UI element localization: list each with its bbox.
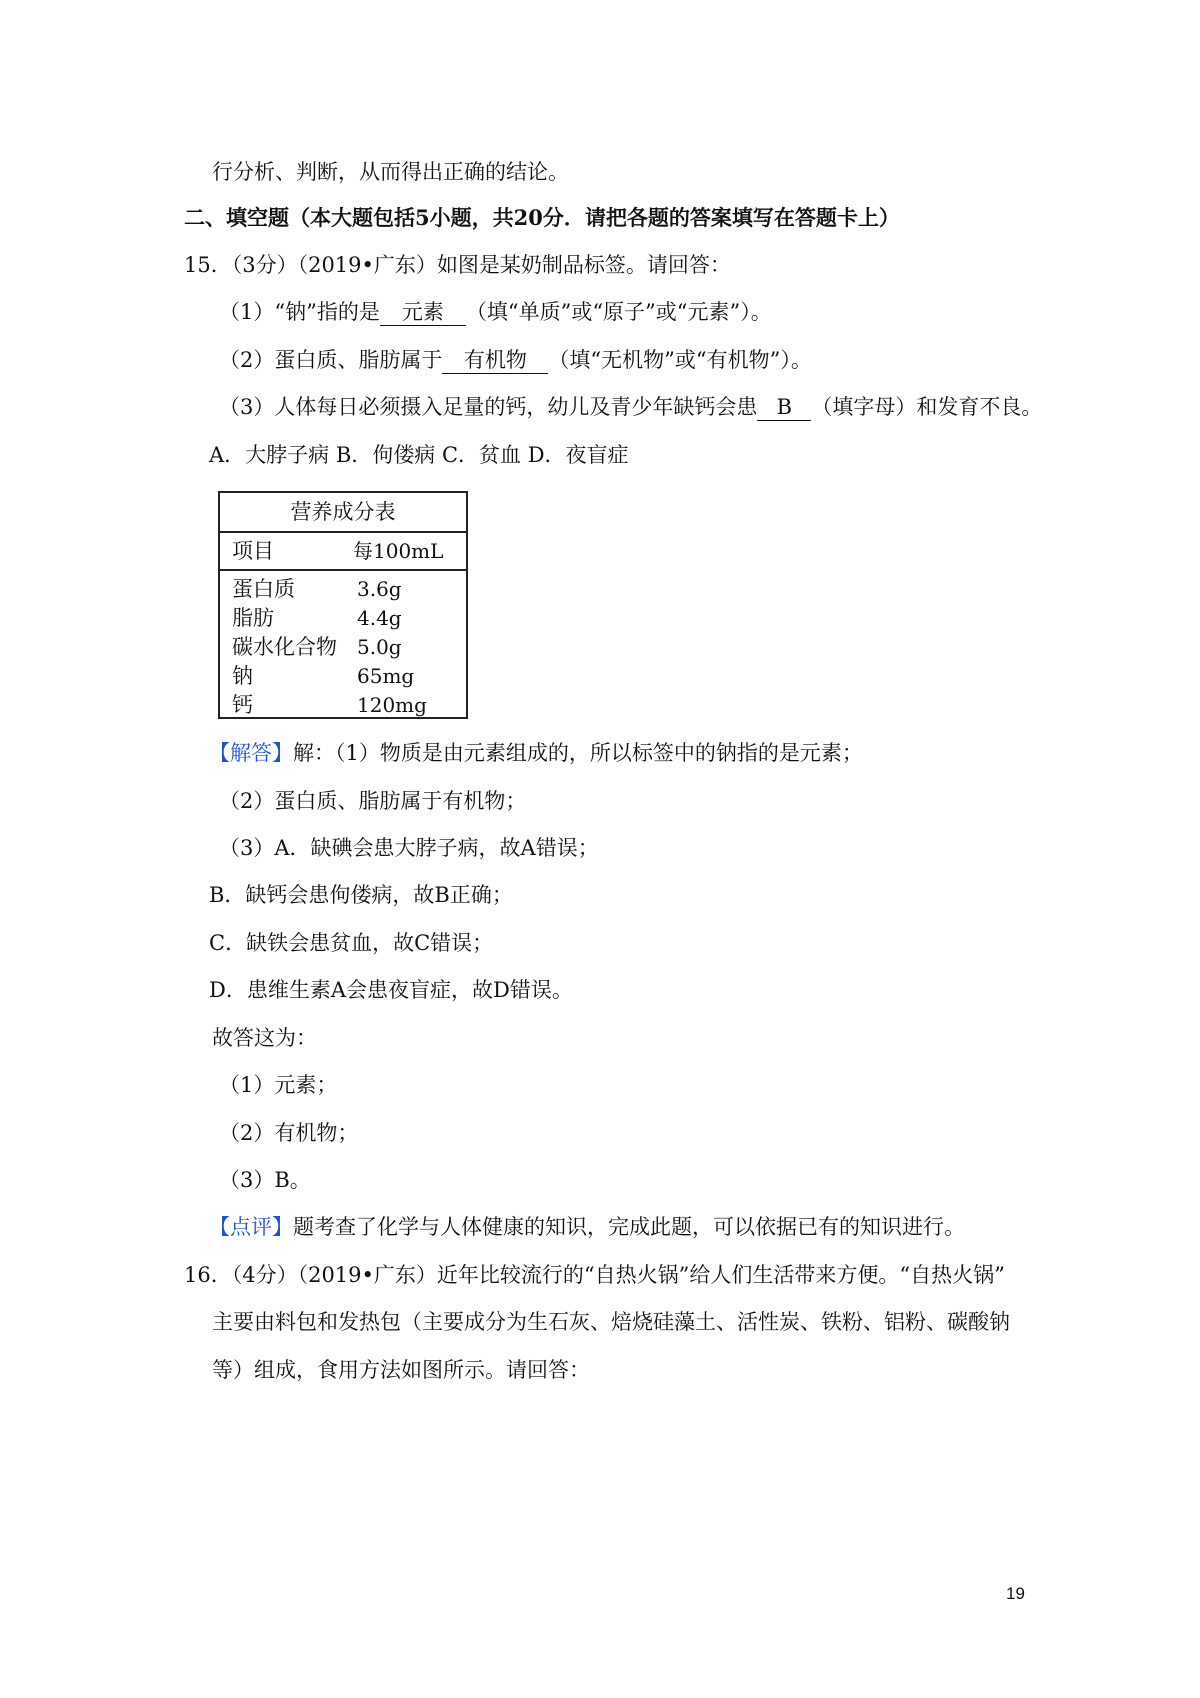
q15-3-prefix: （3）人体每日必须摄入足量的钙，幼儿及青少年缺钙会患 (219, 395, 758, 419)
answer-line-6: D．患维生素A会患夜盲症，故D错误。 (209, 978, 573, 1002)
q15-1-suffix: （填“单质”或“原子”或“元素”）。 (465, 300, 772, 324)
q15-3-answer-blank: B (757, 394, 811, 421)
answer-line-8: （1）元素； (219, 1073, 338, 1097)
row-value: 5.0g (357, 635, 402, 659)
q15-2-prefix: （2）蛋白质、脂肪属于 (219, 348, 443, 372)
question-16-line-1: 16．（4分）（2019•广东）近年比较流行的“自热火锅”给人们生活带来方便。“自热火锅” (184, 1263, 1005, 1287)
answer-line-10: （3）B。 (219, 1168, 311, 1192)
question-15-part-2 (219, 345, 812, 375)
header-per-100ml: 每100mL (353, 539, 444, 563)
q15-2-answer-blank: 有机物 (442, 347, 548, 374)
table-row (220, 633, 466, 662)
answer-line-7: 故答这为： (212, 1026, 317, 1050)
answer-line-4: B．缺钙会患佝偻病，故B正确； (209, 883, 513, 907)
answer-line-1 (209, 738, 863, 768)
question-15-part-3 (219, 392, 1042, 422)
question-15-options: A．大脖子病 B．佝偻病 C．贫血 D．夜盲症 (209, 443, 629, 467)
answer-line-9: （2）有机物； (219, 1121, 359, 1145)
text-line: 行分析、判断，从而得出正确的结论。 (212, 160, 569, 184)
nutrition-table-header (220, 533, 466, 571)
table-row (220, 575, 466, 604)
row-name: 钠 (232, 664, 253, 688)
review-tag: 【点评】 (209, 1215, 293, 1239)
question-15-part-1 (219, 297, 772, 327)
table-row (220, 604, 466, 633)
table-row (220, 691, 466, 720)
answer-line-2: （2）蛋白质、脂肪属于有机物； (219, 789, 527, 813)
q15-1-prefix: （1）“钠”指的是 (219, 300, 380, 324)
answer-tag: 【解答】 (209, 741, 293, 765)
q15-2-suffix: （填“无机物”或“有机物”）。 (548, 348, 812, 372)
answer-line-3: （3）A．缺碘会患大脖子病，故A错误； (219, 836, 599, 860)
row-value: 65mg (357, 664, 415, 688)
row-value: 3.6g (357, 577, 402, 601)
q15-1-answer-blank: 元素 (380, 299, 466, 326)
row-name: 蛋白质 (232, 577, 295, 601)
review-text: 题考查了化学与人体健康的知识，完成此题，可以依据已有的知识进行。 (293, 1215, 965, 1239)
section-heading: 二、填空题（本大题包括5小题，共20分．请把各题的答案填写在答题卡上） (184, 205, 900, 230)
question-16-line-2: 主要由料包和发热包（主要成分为生石灰、焙烧硅藻土、活性炭、铁粉、铝粉、碳酸钠 (212, 1310, 1010, 1334)
question-16-line-3: 等）组成，食用方法如图所示。请回答： (212, 1358, 590, 1382)
header-item: 项目 (232, 539, 274, 563)
review-line (209, 1212, 965, 1242)
answer-text: 解：（1）物质是由元素组成的，所以标签中的钠指的是元素； (293, 741, 863, 765)
answer-line-5: C．缺铁会患贫血，故C错误； (209, 931, 494, 955)
question-15-stem: 15．（3分）（2019•广东）如图是某奶制品标签。请回答： (184, 253, 731, 277)
row-name: 脂肪 (232, 606, 274, 630)
q15-3-suffix: （填字母）和发育不良。 (811, 395, 1043, 419)
page-number: 19 (1006, 1584, 1025, 1603)
table-row (220, 662, 466, 691)
nutrition-table-title: 营养成分表 (220, 493, 466, 533)
nutrition-table (218, 491, 468, 719)
row-name: 钙 (232, 693, 253, 717)
row-value: 4.4g (357, 606, 402, 630)
row-value: 120mg (357, 693, 427, 717)
row-name: 碳水化合物 (232, 635, 337, 659)
